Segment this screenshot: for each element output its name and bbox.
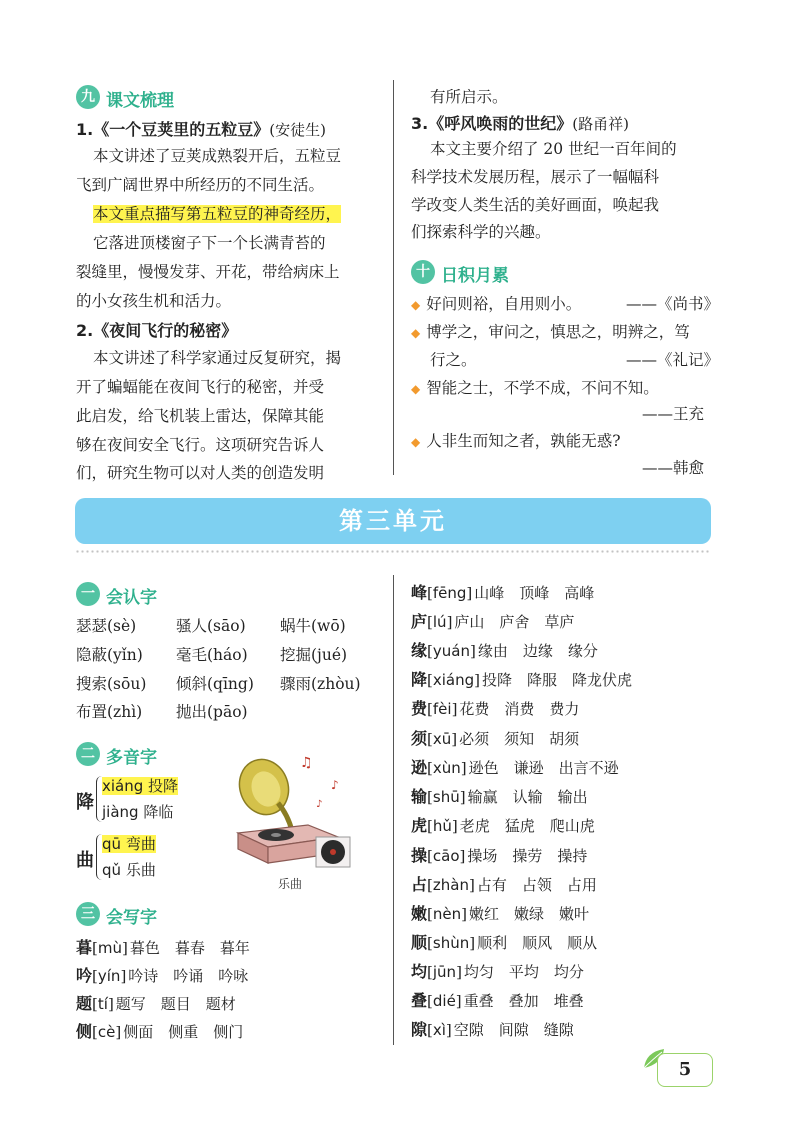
item2-line: 本文讲述了科学家通过反复研究，揭 [93, 349, 342, 367]
pinyin: qū [102, 835, 122, 853]
pinyin: tí [97, 995, 108, 1013]
pinyin: xiáng [102, 777, 144, 795]
pinyin: nèn [432, 905, 462, 923]
recognize-word: 骤雨(zhòu) [280, 675, 361, 693]
write-word-entry: 输[shū] 输赢 认输 输出 [411, 787, 588, 806]
recognize-word: 蜗牛(wō) [280, 617, 346, 635]
quote-line [411, 378, 659, 399]
recognize-word: 挖掘(jué) [280, 646, 348, 664]
write-char: 庐 [411, 612, 428, 631]
example-word: 降临 [143, 803, 174, 821]
recognize-word: 抛出(pāo) [176, 703, 248, 721]
item1-line: 裂缝里，慢慢发芽、开花，带给病床上 [76, 263, 340, 281]
pinyin: xiáng [432, 671, 475, 689]
section-title-write: 会写字 [106, 908, 157, 928]
quote-text: 人非生而知之者，孰能无惑? [426, 432, 621, 450]
diamond-bullet-icon: ◆ [411, 382, 421, 396]
polyphone-char: 降 [76, 792, 94, 813]
section-badge-write: 三 [76, 902, 100, 926]
example-words: 嫩红 嫩绿 嫩叶 [468, 905, 589, 923]
example-words: 山峰 顶峰 高峰 [474, 584, 595, 602]
pinyin: fèi [432, 700, 452, 718]
item1-line: 它落进顶楼窗子下一个长满青苔的 [93, 234, 326, 252]
pinyin: fēng [432, 584, 467, 602]
write-char: 费 [411, 699, 428, 718]
write-char: 隙 [411, 1020, 428, 1039]
item1-line: 本文讲述了豆荚成熟裂开后，五粒豆 [93, 147, 342, 165]
section-title-recognize: 会认字 [106, 588, 157, 608]
dotted-divider [75, 549, 711, 555]
write-char: 操 [411, 846, 428, 865]
item2-line: 们，研究生物可以对人类的创造发明 [76, 464, 325, 482]
polyphone-reading [102, 775, 178, 796]
example-words: 题写 题目 题材 [115, 995, 236, 1013]
example-words: 逊色 谦逊 出言不逊 [468, 759, 619, 777]
svg-text:♪: ♪ [316, 799, 323, 810]
example-words: 庐山 庐舍 草庐 [454, 613, 575, 631]
pinyin: jiàng [102, 803, 139, 821]
section-badge-polyphone: 二 [76, 742, 100, 766]
write-word-entry: 操[cāo] 操场 操劳 操持 [411, 846, 588, 865]
write-char: 须 [411, 729, 428, 748]
unit-banner: 第三单元 [75, 498, 711, 544]
example-words: 空隙 间隙 缝隙 [453, 1021, 574, 1039]
write-word-entry: 占[zhàn] 占有 占领 占用 [411, 875, 597, 894]
recognize-word: 骚人(sāo) [176, 617, 246, 635]
highlighted-text [102, 835, 156, 853]
write-word-entry: 逊[xùn] 逊色 谦逊 出言不逊 [411, 758, 619, 777]
diamond-bullet-icon: ◆ [411, 298, 421, 312]
write-char: 峰 [411, 583, 428, 602]
pinyin: xì [432, 1021, 446, 1039]
pinyin: lú [432, 613, 447, 631]
write-word-entry: 降[xiáng] 投降 降服 降龙伏虎 [411, 670, 633, 689]
polyphone-reading [102, 859, 156, 880]
write-char: 逊 [411, 758, 428, 777]
example-word: 投降 [148, 777, 179, 795]
item2-line: 够在夜间安全飞行。这项研究告诉人 [76, 436, 325, 454]
pinyin: mù [97, 939, 122, 957]
example-words: 占有 占领 占用 [476, 876, 597, 894]
write-word-entry: 均[jūn] 均匀 平均 均分 [411, 962, 584, 981]
example-words: 必须 须知 胡须 [459, 730, 580, 748]
quote-text: 好问则裕，自用则小。 [426, 295, 582, 313]
pinyin: xùn [432, 759, 461, 777]
section-title-polyphone: 多音字 [106, 748, 157, 768]
example-word: 弯曲 [125, 835, 156, 853]
write-word-entry: 顺[shùn] 顺利 顺风 顺从 [411, 933, 598, 952]
section-badge-10: 十 [411, 260, 435, 284]
column-divider-top [393, 80, 394, 475]
horn-icon [232, 752, 296, 831]
write-char: 输 [411, 787, 428, 806]
item3-title [411, 111, 629, 134]
highlighted-text: 本文重点描写第五粒豆的神奇经历， [93, 205, 342, 223]
svg-text:♪: ♪ [331, 778, 339, 792]
section-badge-9: 九 [76, 85, 100, 109]
highlighted-text [102, 777, 178, 795]
section-badge-recognize: 一 [76, 582, 100, 606]
svg-text:♫: ♫ [300, 755, 313, 771]
write-char: 吟 [76, 966, 93, 985]
write-word-entry: 题[tí] 题写 题目 题材 [76, 994, 236, 1013]
item2-line: 开了蝙蝠能在夜间飞行的秘密，并受 [76, 378, 325, 396]
gramophone-illustration [228, 745, 358, 870]
column-divider-bottom [393, 575, 394, 1045]
recognize-word: 倾斜(qīng) [176, 675, 254, 693]
pinyin: shū [432, 788, 460, 806]
pinyin: hǔ [432, 817, 452, 835]
item1-title-text: 1.《一个豆荚里的五粒豆》 [76, 120, 270, 139]
quote-source: ——《尚书》 [626, 295, 720, 313]
item1-line: 的小女孩生机和活力。 [76, 292, 232, 310]
pinyin: shùn [432, 934, 470, 952]
write-word-entry: 虎[hǔ] 老虎 猛虎 爬山虎 [411, 816, 595, 835]
write-word-entry: 吟[yín] 吟诗 吟诵 吟咏 [76, 966, 249, 985]
section-title-9: 课文梳理 [106, 91, 174, 111]
write-char: 虎 [411, 816, 428, 835]
pinyin: yuán [432, 642, 470, 660]
write-char: 题 [76, 994, 93, 1013]
diamond-bullet-icon: ◆ [411, 435, 421, 449]
pinyin: cè [97, 1023, 116, 1041]
example-words: 老虎 猛虎 爬山虎 [459, 817, 595, 835]
page-number: 5 [657, 1053, 713, 1087]
item1-line-highlight [93, 204, 341, 224]
item3-author: (路甬祥) [572, 115, 629, 133]
write-char: 降 [411, 670, 428, 689]
item3-line: 们探索科学的兴趣。 [411, 223, 551, 241]
quote-source: ——《礼记》 [626, 351, 720, 369]
quote-line: 行之。 [430, 351, 477, 369]
write-word-entry: 侧[cè] 侧面 侧重 侧门 [76, 1022, 244, 1041]
recognize-word: 瑟瑟(sè) [76, 617, 137, 635]
item3-line: 本文主要介绍了 20 世纪一百年间的 [430, 140, 677, 158]
polyphone-reading [102, 801, 173, 822]
pinyin: qǔ [102, 861, 122, 879]
write-word-entry: 庐[lú] 庐山 庐舍 草庐 [411, 612, 575, 631]
item3-title-text: 3.《呼风唤雨的世纪》 [411, 114, 573, 133]
write-char: 叠 [411, 991, 428, 1010]
quote-line [411, 294, 581, 315]
music-note-icon [300, 755, 339, 810]
recognize-word: 毫毛(háo) [176, 646, 248, 664]
example-words: 重叠 叠加 堆叠 [463, 992, 584, 1010]
section-title-10: 日积月累 [441, 266, 509, 286]
item2-line: 有所启示。 [430, 88, 508, 106]
record-disc-icon [316, 837, 350, 867]
example-words: 吟诗 吟诵 吟咏 [128, 967, 249, 985]
pinyin: jūn [432, 963, 457, 981]
item3-line: 学改变人类生活的美好画面，唤起我 [411, 196, 660, 214]
recognize-word: 隐蔽(yǐn) [76, 646, 143, 664]
write-char: 侧 [76, 1022, 93, 1041]
example-words: 缘由 边缘 缘分 [477, 642, 598, 660]
recognize-word: 搜索(sōu) [76, 675, 147, 693]
write-word-entry: 缘[yuán] 缘由 边缘 缘分 [411, 641, 598, 660]
example-words: 均匀 平均 均分 [463, 963, 584, 981]
example-words: 操场 操劳 操持 [467, 847, 588, 865]
write-word-entry: 费[fèi] 花费 消费 费力 [411, 699, 580, 718]
write-word-entry: 暮[mù] 暮色 暮春 暮年 [76, 938, 250, 957]
item2-title: 2.《夜间飞行的秘密》 [76, 321, 238, 340]
image-caption: 乐曲 [278, 877, 303, 891]
pinyin: xū [432, 730, 452, 748]
pinyin: dié [432, 992, 456, 1010]
write-word-entry: 隙[xì] 空隙 间隙 缝隙 [411, 1020, 574, 1039]
example-words: 输赢 认输 输出 [467, 788, 588, 806]
quote-text: 博学之，审问之，慎思之，明辨之，笃 [426, 323, 690, 341]
quote-line [411, 431, 621, 452]
pinyin: cāo [432, 847, 460, 865]
example-word: 乐曲 [125, 861, 156, 879]
write-word-entry: 峰[fēng] 山峰 顶峰 高峰 [411, 583, 595, 602]
item1-line: 飞到广阔世界中所经历的不同生活。 [76, 176, 325, 194]
polyphone-char: 曲 [76, 850, 94, 871]
write-char: 暮 [76, 938, 93, 957]
write-char: 缘 [411, 641, 428, 660]
pinyin: zhàn [432, 876, 469, 894]
pinyin: yín [97, 967, 121, 985]
item3-line: 科学技术发展历程，展示了一幅幅科 [411, 168, 660, 186]
quote-line [411, 322, 690, 343]
example-words: 顺利 顺风 顺从 [477, 934, 598, 952]
diamond-bullet-icon: ◆ [411, 326, 421, 340]
write-word-entry: 叠[dié] 重叠 叠加 堆叠 [411, 991, 584, 1010]
quote-source: ——王充 [642, 405, 705, 423]
item1-title [76, 117, 326, 140]
quote-source: ——韩愈 [642, 459, 705, 477]
item1-author: (安徒生) [269, 121, 326, 139]
example-words: 暮色 暮春 暮年 [129, 939, 250, 957]
quote-text: 智能之士，不学不成，不问不知。 [426, 379, 659, 397]
write-char: 顺 [411, 933, 428, 952]
example-words: 花费 消费 费力 [459, 700, 580, 718]
polyphone-reading [102, 833, 156, 854]
item2-line: 此启发，给飞机装上雷达，保障其能 [76, 407, 325, 425]
write-char: 均 [411, 962, 428, 981]
example-words: 侧面 侧重 侧门 [123, 1023, 244, 1041]
write-char: 占 [411, 875, 428, 894]
write-word-entry: 嫩[nèn] 嫩红 嫩绿 嫩叶 [411, 904, 589, 923]
recognize-word: 布置(zhì) [76, 703, 143, 721]
example-words: 投降 降服 降龙伏虎 [482, 671, 633, 689]
write-char: 嫩 [411, 904, 428, 923]
write-word-entry: 须[xū] 必须 须知 胡须 [411, 729, 580, 748]
